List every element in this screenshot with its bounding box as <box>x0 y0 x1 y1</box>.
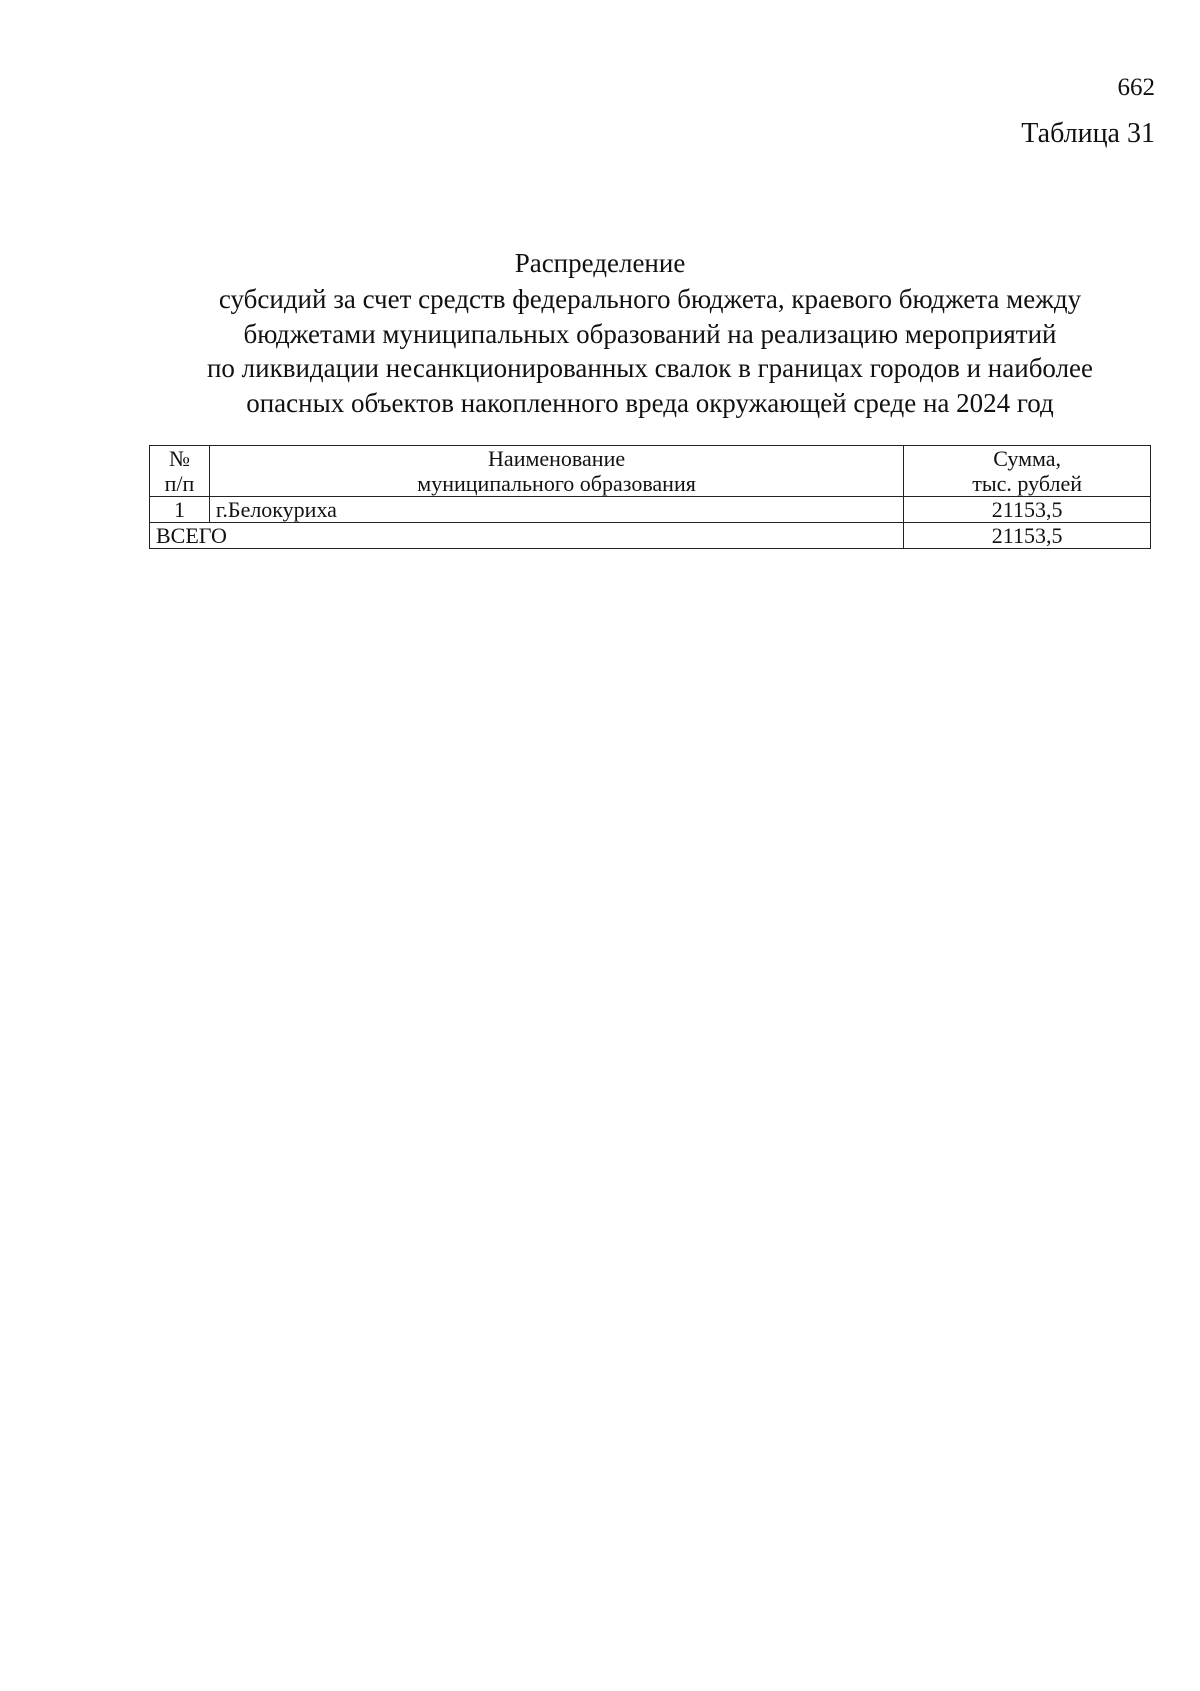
row-number: 1 <box>150 497 210 523</box>
table-header-row <box>150 446 1151 497</box>
header-number-line1: № <box>168 446 190 471</box>
header-name-line2: муниципального образования <box>417 471 696 496</box>
header-number <box>150 446 210 497</box>
document-subtitle <box>150 282 1150 420</box>
header-number-line2: п/п <box>164 471 195 496</box>
header-sum <box>904 446 1151 497</box>
total-sum: 21153,5 <box>904 523 1151 549</box>
subtitle-line: по ликвидации несанкционированных свалок в границах городов и наиболее <box>206 353 1094 383</box>
table-total-row <box>150 523 1151 549</box>
table-row <box>150 497 1151 523</box>
row-sum: 21153,5 <box>904 497 1151 523</box>
header-sum-line2: тыс. рублей <box>972 471 1083 496</box>
subtitle-line: опасных объектов накопленного вреда окружающей среде на 2024 год <box>246 387 1054 418</box>
header-name <box>209 446 903 497</box>
document-heading: Распределение <box>514 248 686 278</box>
total-label: ВСЕГО <box>150 523 904 549</box>
distribution-table <box>149 445 1151 549</box>
page-number: 662 <box>1117 74 1155 101</box>
header-name-line1: Наименование <box>488 446 626 471</box>
subtitle-line: субсидий за счет средств федерального бюджета, краевого бюджета между <box>218 284 1082 314</box>
row-municipality: г.Белокуриха <box>209 497 903 523</box>
subtitle-line: бюджетами муниципальных образований на реализацию мероприятий <box>243 318 1057 349</box>
header-sum-line1: Сумма, <box>993 446 1062 471</box>
table-label: Таблица 31 <box>1021 118 1155 149</box>
